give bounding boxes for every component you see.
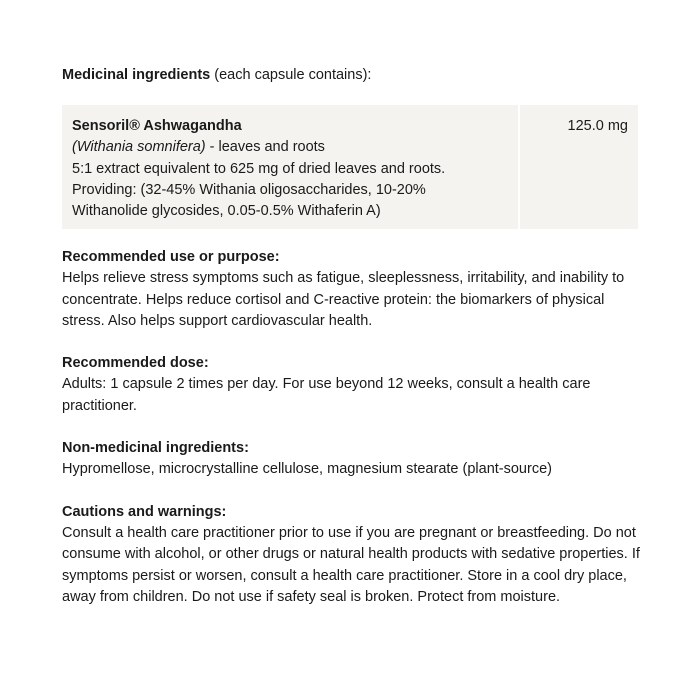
- recommended-dose-text: Adults: 1 capsule 2 times per day. For use beyond 12 weeks, consult a health care practitioner.: [62, 376, 591, 414]
- non-medicinal-section: [62, 438, 642, 481]
- ingredient-source-line: [72, 137, 518, 158]
- medicinal-ingredients-title: Medicinal ingredients: [62, 67, 211, 83]
- non-medicinal-text: Hypromellose, microcrystalline cellulose, magnesium stearate (plant-source): [62, 461, 552, 478]
- recommended-dose-section: [62, 353, 642, 417]
- ingredient-description-cell: [62, 105, 520, 229]
- ingredient-providing-line1: Providing: (32-45% Withania oligosaccharides, 10-20%: [72, 181, 426, 198]
- recommended-dose-heading: Recommended dose:: [62, 355, 209, 372]
- cautions-heading: Cautions and warnings:: [62, 503, 227, 520]
- label-content: [62, 64, 642, 608]
- ingredient-providing-line2: Withanolide glycosides, 0.05-0.5% Withaferin A): [72, 203, 381, 220]
- recommended-use-heading: Recommended use or purpose:: [62, 249, 280, 265]
- non-medicinal-heading: Non-medicinal ingredients:: [62, 440, 249, 457]
- ingredient-part: - leaves and roots: [205, 139, 325, 156]
- medicinal-ingredients-subtitle: (each capsule contains):: [210, 67, 372, 83]
- ingredient-latin-name: (Withania somnifera): [72, 139, 206, 156]
- ingredient-amount-cell: [520, 105, 638, 229]
- recommended-use-section: [62, 247, 642, 332]
- ingredient-name: Sensoril® Ashwagandha: [72, 118, 242, 134]
- ingredient-amount: 125.0 mg: [567, 118, 628, 134]
- ingredient-extract-ratio: 5:1 extract equivalent to 625 mg of dried leaves and roots.: [72, 160, 446, 177]
- medicinal-ingredients-heading: [62, 64, 642, 86]
- cautions-text: Consult a health care practitioner prior to use if you are pregnant or breastfeeding. Do not consume with alcohol, or other drugs or natural health products with sedative properties. If symptoms persist or worsen, consult a health care practitioner. Store in a cool dry place, away from children. Do not use if safety seal is broken. Protect from moisture.: [62, 524, 640, 605]
- recommended-use-text: Helps relieve stress symptoms such as fatigue, sleeplessness, irritability, and inability to concentrate. Helps reduce cortisol and C-reactive protein: the biomarkers of physical stress. Also helps support cardiovascular health.: [62, 270, 625, 329]
- cautions-section: [62, 502, 642, 608]
- ingredient-table: [62, 105, 638, 229]
